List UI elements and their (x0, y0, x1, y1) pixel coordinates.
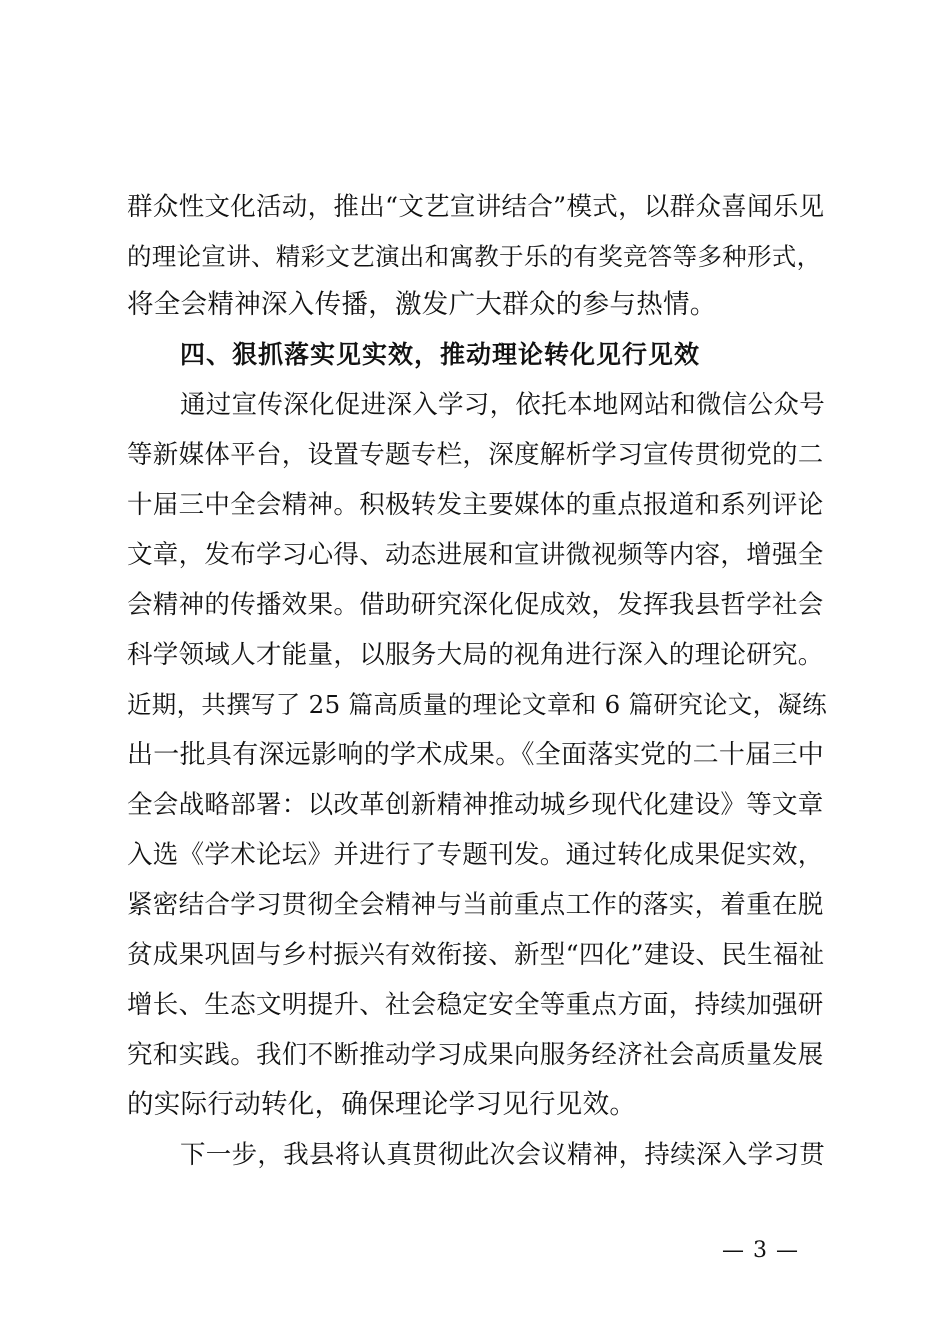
text-line: 群众性文化活动，推出“文艺宣讲结合”模式，以群众喜闻乐见 (127, 192, 825, 222)
paragraph-line: 入选《学术论坛》并进行了专题刊发。通过转化成果促实效， (127, 840, 824, 870)
paragraph-line: 紧密结合学习贯彻全会精神与当前重点工作的落实，着重在脱 (127, 890, 824, 920)
paragraph-line: 近期，共撰写了 25 篇高质量的理论文章和 6 篇研究论文，凝练 (127, 690, 828, 719)
paragraph-line: 的实际行动转化，确保理论学习见行见效。 (127, 1089, 637, 1120)
paragraph-line: 贫成果巩固与乡村振兴有效衔接、新型“四化”建设、民生福祉 (127, 940, 825, 970)
paragraph-line: 增长、生态文明提升、社会稳定安全等重点方面，持续加强研 (127, 990, 824, 1020)
text-line: 的理论宣讲、精彩文艺演出和寓教于乐的有奖竞答等多种形式， (127, 242, 822, 271)
paragraph-line: 通过宣传深化促进深入学习，依托本地网站和微信公众号 (180, 390, 826, 420)
paragraph-line: 出一批具有深远影响的学术成果。《全面落实党的二十届三中 (127, 740, 825, 770)
page-number: — 3 — (722, 1238, 799, 1263)
text-line: 将全会精神深入传播，激发广大群众的参与热情。 (127, 289, 717, 320)
paragraph-line: 等新媒体平台，设置专题专栏，深度解析学习宣传贯彻党的二 (127, 440, 824, 470)
paragraph-line: 会精神的传播效果。借助研究深化促成效，发挥我县哲学社会 (127, 590, 824, 620)
paragraph-line: 究和实践。我们不断推动学习成果向服务经济社会高质量发展 (127, 1040, 824, 1070)
section-heading: 四、狠抓落实见实效，推动理论转化见行见效 (180, 340, 701, 369)
paragraph-line: 文章，发布学习心得、动态进展和宣讲微视频等内容，增强全 (127, 540, 824, 570)
next-paragraph-line: 下一步，我县将认真贯彻此次会议精神，持续深入学习贯 (180, 1140, 826, 1170)
paragraph-line: 科学领域人才能量，以服务大局的视角进行深入的理论研究。 (127, 640, 824, 670)
paragraph-line: 十届三中全会精神。积极转发主要媒体的重点报道和系列评论 (127, 490, 824, 520)
paragraph-line: 全会战略部署：以改革创新精神推动城乡现代化建设》等文章 (127, 790, 824, 820)
